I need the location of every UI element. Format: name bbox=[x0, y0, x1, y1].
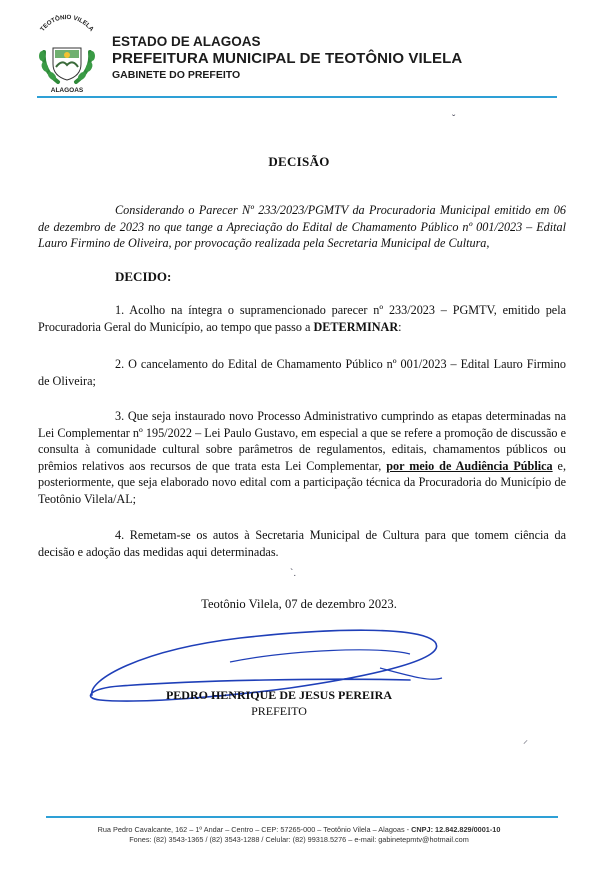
footer-contacts: Fones: (82) 3543-1365 / (82) 3543-1288 / Celular: (82) 99318.5276 – e-mail: gabinetepmtv@hotmail.com bbox=[129, 835, 469, 844]
footer-address-text: Rua Pedro Cavalcante, 162 – 1º Andar – Centro – CEP: 57265-000 – Teotônio Vilela – Alagoas - bbox=[97, 825, 412, 834]
place-date: Teotônio Vilela, 07 de dezembro 2023. bbox=[201, 597, 397, 611]
scan-speck: ˇ bbox=[452, 114, 456, 125]
item-1-bold: DETERMINAR bbox=[313, 319, 399, 334]
item-4 bbox=[38, 527, 566, 560]
footer-address bbox=[0, 825, 598, 834]
seal-top-text: TEOTÔNIO VILELA bbox=[39, 13, 95, 33]
item-1-end: : bbox=[398, 319, 402, 334]
signer-role: PREFEITO bbox=[251, 704, 307, 718]
document-title: DECISÃO bbox=[268, 154, 330, 169]
item-3 bbox=[38, 408, 566, 508]
scan-speck: ⸝ bbox=[523, 735, 528, 746]
item-3-end: e, posteriormente, que seja elaborado novo edital com a participação técnica da Procuradoria do Município de Teotônio Vilela/AL; bbox=[38, 458, 567, 506]
item-4-text: 4. Remetam-se os autos à Secretaria Municipal de Cultura para que tomem ciência da decisão e adoção das medidas aqui determinadas. bbox=[38, 528, 566, 559]
footer-divider bbox=[46, 816, 558, 818]
footer-cnpj: CNPJ: 12.842.829/0001-10 bbox=[411, 825, 501, 834]
item-3-underlined: por meio de Audiência Pública bbox=[386, 458, 553, 473]
scan-speck: `. bbox=[290, 568, 297, 579]
header-office: GABINETE DO PREFEITO bbox=[112, 69, 241, 81]
item-3-text: 3. Que seja instaurado novo Processo Administrativo cumprindo as etapas determinadas na Lei Complementar nº 195/2022 – Lei Paulo Gustavo, em especial a que se refere a promoção de discussão e consulta à comunidade cultural sobre parâmetros de regulamentos, editais, chamamentos públicos ou prêmios relativos aos recursos de que trata esta Lei Complementar, bbox=[38, 409, 566, 473]
header-divider bbox=[37, 96, 557, 98]
municipal-seal-logo bbox=[28, 12, 106, 96]
item-2-text: 2. O cancelamento do Edital de Chamamento Público nº 001/2023 – Edital Lauro Firmino de Oliveira; bbox=[38, 357, 566, 388]
seal-bottom-text: ALAGOAS bbox=[50, 87, 84, 94]
item-1 bbox=[38, 302, 566, 335]
considering-paragraph bbox=[38, 202, 566, 252]
decido-heading: DECIDO: bbox=[115, 269, 172, 284]
considering-text: Considerando o Parecer Nº 233/2023/PGMTV da Procuradoria Municipal emitido em 06 de dezembro de 2023 no que tange a Apreciação do Edital de Chamamento Público nº 001/2023 – Edital Lauro Firmino de Oliveira, por provocação realizada pela Secretaria Municipal de Cultura, bbox=[38, 203, 566, 251]
header-state: ESTADO DE ALAGOAS bbox=[112, 34, 261, 49]
svg-text:TEOTÔNIO VILELA bbox=[39, 14, 95, 33]
item-2 bbox=[38, 356, 566, 389]
header-prefecture: PREFEITURA MUNICIPAL DE TEOTÔNIO VILELA bbox=[112, 50, 463, 67]
signer-name: PEDRO HENRIQUE DE JESUS PEREIRA bbox=[165, 688, 393, 702]
item-1-text: 1. Acolho na íntegra o supramencionado parecer nº 233/2023 – PGMTV, emitido pela Procuradoria Geral do Município, ao tempo que passo a bbox=[38, 303, 566, 334]
